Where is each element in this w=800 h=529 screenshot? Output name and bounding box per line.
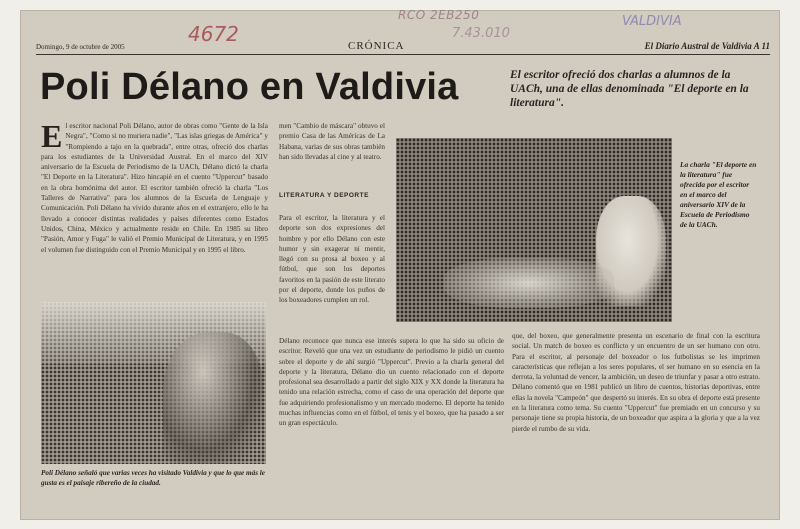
body-column-2-top: men "Cambio de máscara" obtuvo el premio Casa de las Américas de La Habana, varias de sus obras también han sido llevadas al cine y al teatro. [279, 122, 385, 161]
photo-portrait-figure [163, 332, 263, 464]
article-headline: Poli Délano en Valdivia [40, 66, 459, 108]
page-number: A 11 [753, 41, 770, 51]
body-column-2-bottom: Para el escritor, la literatura y el deporte son dos expresiones del hombre y por ello Délano con este humor y sin exagerar ni mentir, llegó con su prosa al boxeo y al fútbol, que son los deportes favoritos en la pasión de este literato por el deporte, donde los puños de los boxeadores cumplen un rol. [279, 214, 385, 305]
article-deck: El escritor ofreció dos charlas a alumnos de la UACh, una de ellas denominada "El deporte en la literatura". [510, 69, 749, 109]
paper-name [645, 41, 770, 51]
body-column-1-text: l escritor nacional Poli Délano, autor de obras como "Gente de la Isla Negra", "Como si no muriera nadie", "Las islas griegas de América" y "Rompiendo a tajo en la quebrada", entre otras, ofreció dos charlas para los estudiantes de la Universidad Austral. En el marco del XIV aniversario de la Escuela de Periodismo de la UACh, Délano dictó la charla "El Deporte en la Literatura". Hizo hincapié en el cuento "Uppercut" basado en la obra homónima del autor. El escritor también ofreció la charla "Los Talleres de Narrativa" para los alumnos de la Escuela de Lenguaje y Comunicación. Poli Délano ha vivido durante años en el extranjero, ello le ha llevado a conocer distintas realidades y países diferentes como Estados Unidos, China, México y actualmente reside en Chile. En 1985 su libro "Pasión, Amor y Fuga" le valió el Premio Municipal de Literatura, y en 1995 el volumen fue distinguido con el Premio Municipal y en 1995 el libro. [41, 122, 268, 254]
archive-code-annotation: RCO 2EB250 [398, 8, 480, 22]
handwritten-date-annotation: 7.43.010 [452, 26, 510, 41]
body-column-right: que, del boxeo, que generalmente presenta un escenario de final con la escritura social. Un match de boxeo es conflicto y un encuentro de un ser humano con otro. Para el escritor, al personaje del boxeador o los futbolistas se les imprimen características que reflejan a los seres populares, el ser humano en su esencia en la derrota, la voluntad de vencer, la ambición, un deseo de triunfar y pasar a otro estrato. Délano comentó que en 1981 publicó un libro de cuentos, historias deportivas, entre ellas la novela "Campeón" que despertó su interés. En su obra el deporte está presente en la literatura como tema. Su cuento "Uppercut" fue premiado en un concurso y su personaje tiene su propia historia, de un boxeador que aspira a la gloria y que a la vez pierde el rumbo de su vida. [512, 332, 760, 433]
photo-lecture-table [444, 258, 614, 308]
photo-lecture [396, 138, 672, 322]
photo-lecture-caption: La charla "El deporte en la literatura" fue ofrecida por el escritor en el marco del aniversario XIV de la Escuela de Periodismo de la UACh. [680, 160, 757, 229]
city-annotation: VALDIVIA [622, 14, 682, 29]
section-subheading: LITERATURA Y DEPORTE [279, 192, 369, 199]
photo-portrait-caption: Poli Délano señaló que varias veces ha visitado Valdivia y que lo que más le gusta es el paisaje ribereño de la ciudad. [41, 469, 265, 487]
masthead [36, 40, 770, 54]
photo-portrait [41, 302, 266, 464]
body-column-1 [41, 118, 268, 255]
archive-number-annotation: 4672 [188, 22, 239, 46]
drop-cap: E [41, 118, 63, 154]
masthead-rule [36, 54, 770, 55]
paper-title: El Diario Austral de Valdivia [644, 41, 752, 51]
masthead-date: Domingo, 9 de octubre de 2005 [36, 43, 125, 51]
body-column-mid: Délano reconoce que nunca ese interés supera lo que ha sido su oficio de escritor. Reveló que una vez un estudiante de periodismo le pidió un cuento sobre el deporte y de ahí surgió "Uppercut". Previo a la charla general del deporte y la literatura, Délano dio un cuento relacionado con el deporte profesional sea desarrollado a partir del siglo XIX y XX donde la literatura ha tenido una relación estrecha, como el caso de una operación del deporte que fue adquiriendo profesionalismo y un mercado moderno. El deporte ha tenido muchas influencias como en el fútbol, el tenis y el boxeo, que ha pasado a ser un gran espectáculo. [279, 337, 504, 428]
section-name: CRÓNICA [348, 40, 405, 52]
